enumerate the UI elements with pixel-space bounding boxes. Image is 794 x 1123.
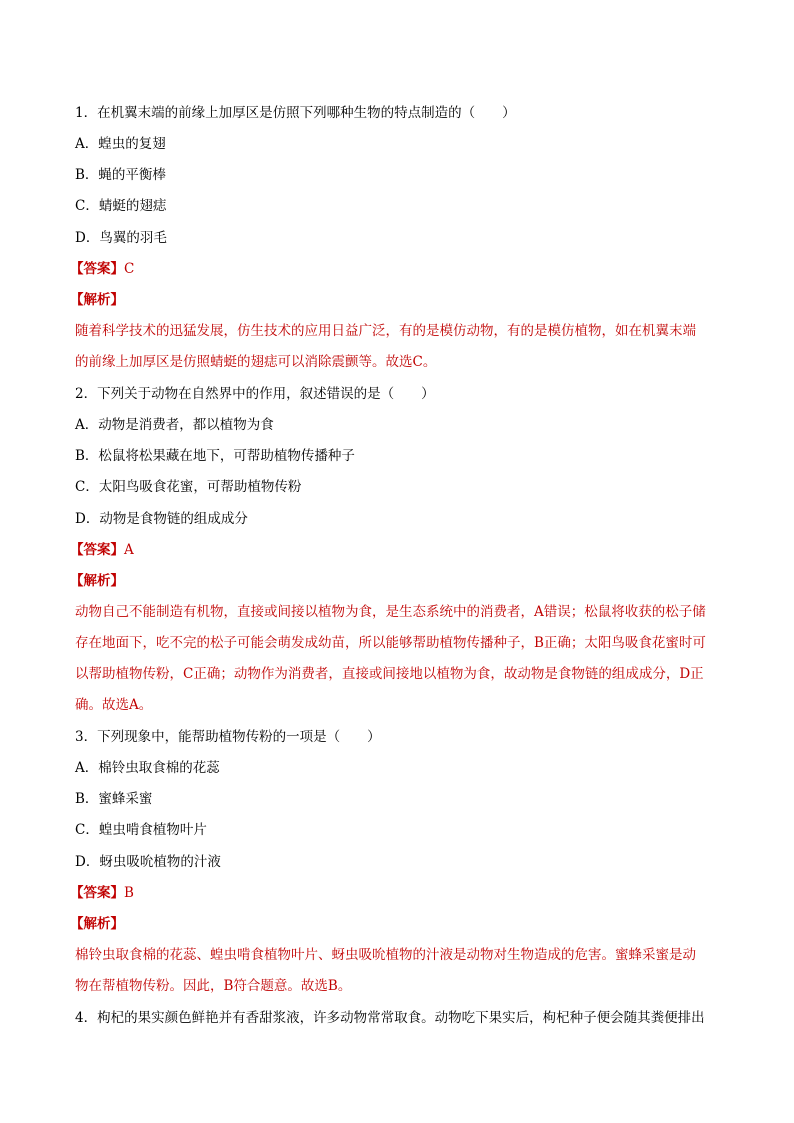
answer-label: 【答案】 [70,885,124,901]
question-2-answer [70,540,720,560]
question-1-answer [70,259,720,279]
question-3-option-d: D．蚜虫吸吮植物的汁液 [75,854,221,870]
question-2-option-d: D．动物是食物链的组成成分 [75,511,248,527]
question-1-stem: 1．在机翼末端的前缘上加厚区是仿照下列哪种生物的特点制造的（ ） [75,105,516,121]
question-1-analysis-line-2: 的前缘上加厚区是仿照蜻蜓的翅痣可以消除震颤等。故选C。 [75,354,437,370]
question-3-answer [70,883,720,903]
question-3-option-c: C．蝗虫啃食植物叶片 [75,822,207,838]
question-2-analysis-line-3: 以帮助植物传粉，C正确；动物作为消费者，直接或间接地以植物为食，故动物是食物链的组成成分，D正 [75,666,704,682]
question-1-option-d: D．鸟翼的羽毛 [75,230,167,246]
answer-label: 【答案】 [70,542,124,558]
question-2-analysis-line-2: 存在地面下，吃不完的松子可能会萌发成幼苗，所以能够帮助植物传播种子，B正确；太阳鸟吸食花蜜时可 [75,635,706,651]
answer-label: 【答案】 [70,261,124,277]
question-3-option-b: B．蜜蜂采蜜 [75,791,153,807]
question-2-analysis-line-4: 确。故选A。 [75,697,153,713]
question-3-stem: 3．下列现象中，能帮助植物传粉的一项是（ ） [75,729,381,745]
answer-value: C [124,261,135,277]
question-1-analysis-label: 【解析】 [70,292,124,308]
question-2-option-b: B．松鼠将松果藏在地下，可帮助植物传播种子 [75,448,355,464]
question-2-option-a: A．动物是消费者，都以植物为食 [75,417,274,433]
answer-value: B [124,885,134,901]
question-2-option-c: C．太阳鸟吸食花蜜，可帮助植物传粉 [75,479,302,495]
question-2-analysis-line-1: 动物自己不能制造有机物，直接或间接以植物为食，是生态系统中的消费者，A错误；松鼠将收获的松子储 [75,604,706,620]
question-3-option-a: A．棉铃虫取食棉的花蕊 [75,760,220,776]
question-1-analysis-line-1: 随着科学技术的迅猛发展，仿生技术的应用日益广泛，有的是模仿动物，有的是模仿植物，如在机翼末端 [75,323,696,339]
question-4-stem: 4．枸杞的果实颜色鲜艳并有香甜浆液，许多动物常常取食。动物吃下果实后，枸杞种子便会随其粪便排出 [75,1010,705,1026]
question-1-option-b: B．蝇的平衡棒 [75,167,166,183]
question-1-option-c: C．蜻蜓的翅痣 [75,198,167,214]
question-3-analysis-line-1: 棉铃虫取食棉的花蕊、蝗虫啃食植物叶片、蚜虫吸吮植物的汁液是动物对生物造成的危害。蜜蜂采蜜是动 [75,947,696,963]
question-1-option-a: A．蝗虫的复翅 [75,136,166,152]
question-2-analysis-label: 【解析】 [70,573,124,589]
answer-value: A [124,542,134,558]
question-3-analysis-line-2: 物在帮植物传粉。因此，B符合题意。故选B。 [75,978,352,994]
question-2-stem: 2．下列关于动物在自然界中的作用，叙述错误的是（ ） [75,386,435,402]
question-3-analysis-label: 【解析】 [70,916,124,932]
